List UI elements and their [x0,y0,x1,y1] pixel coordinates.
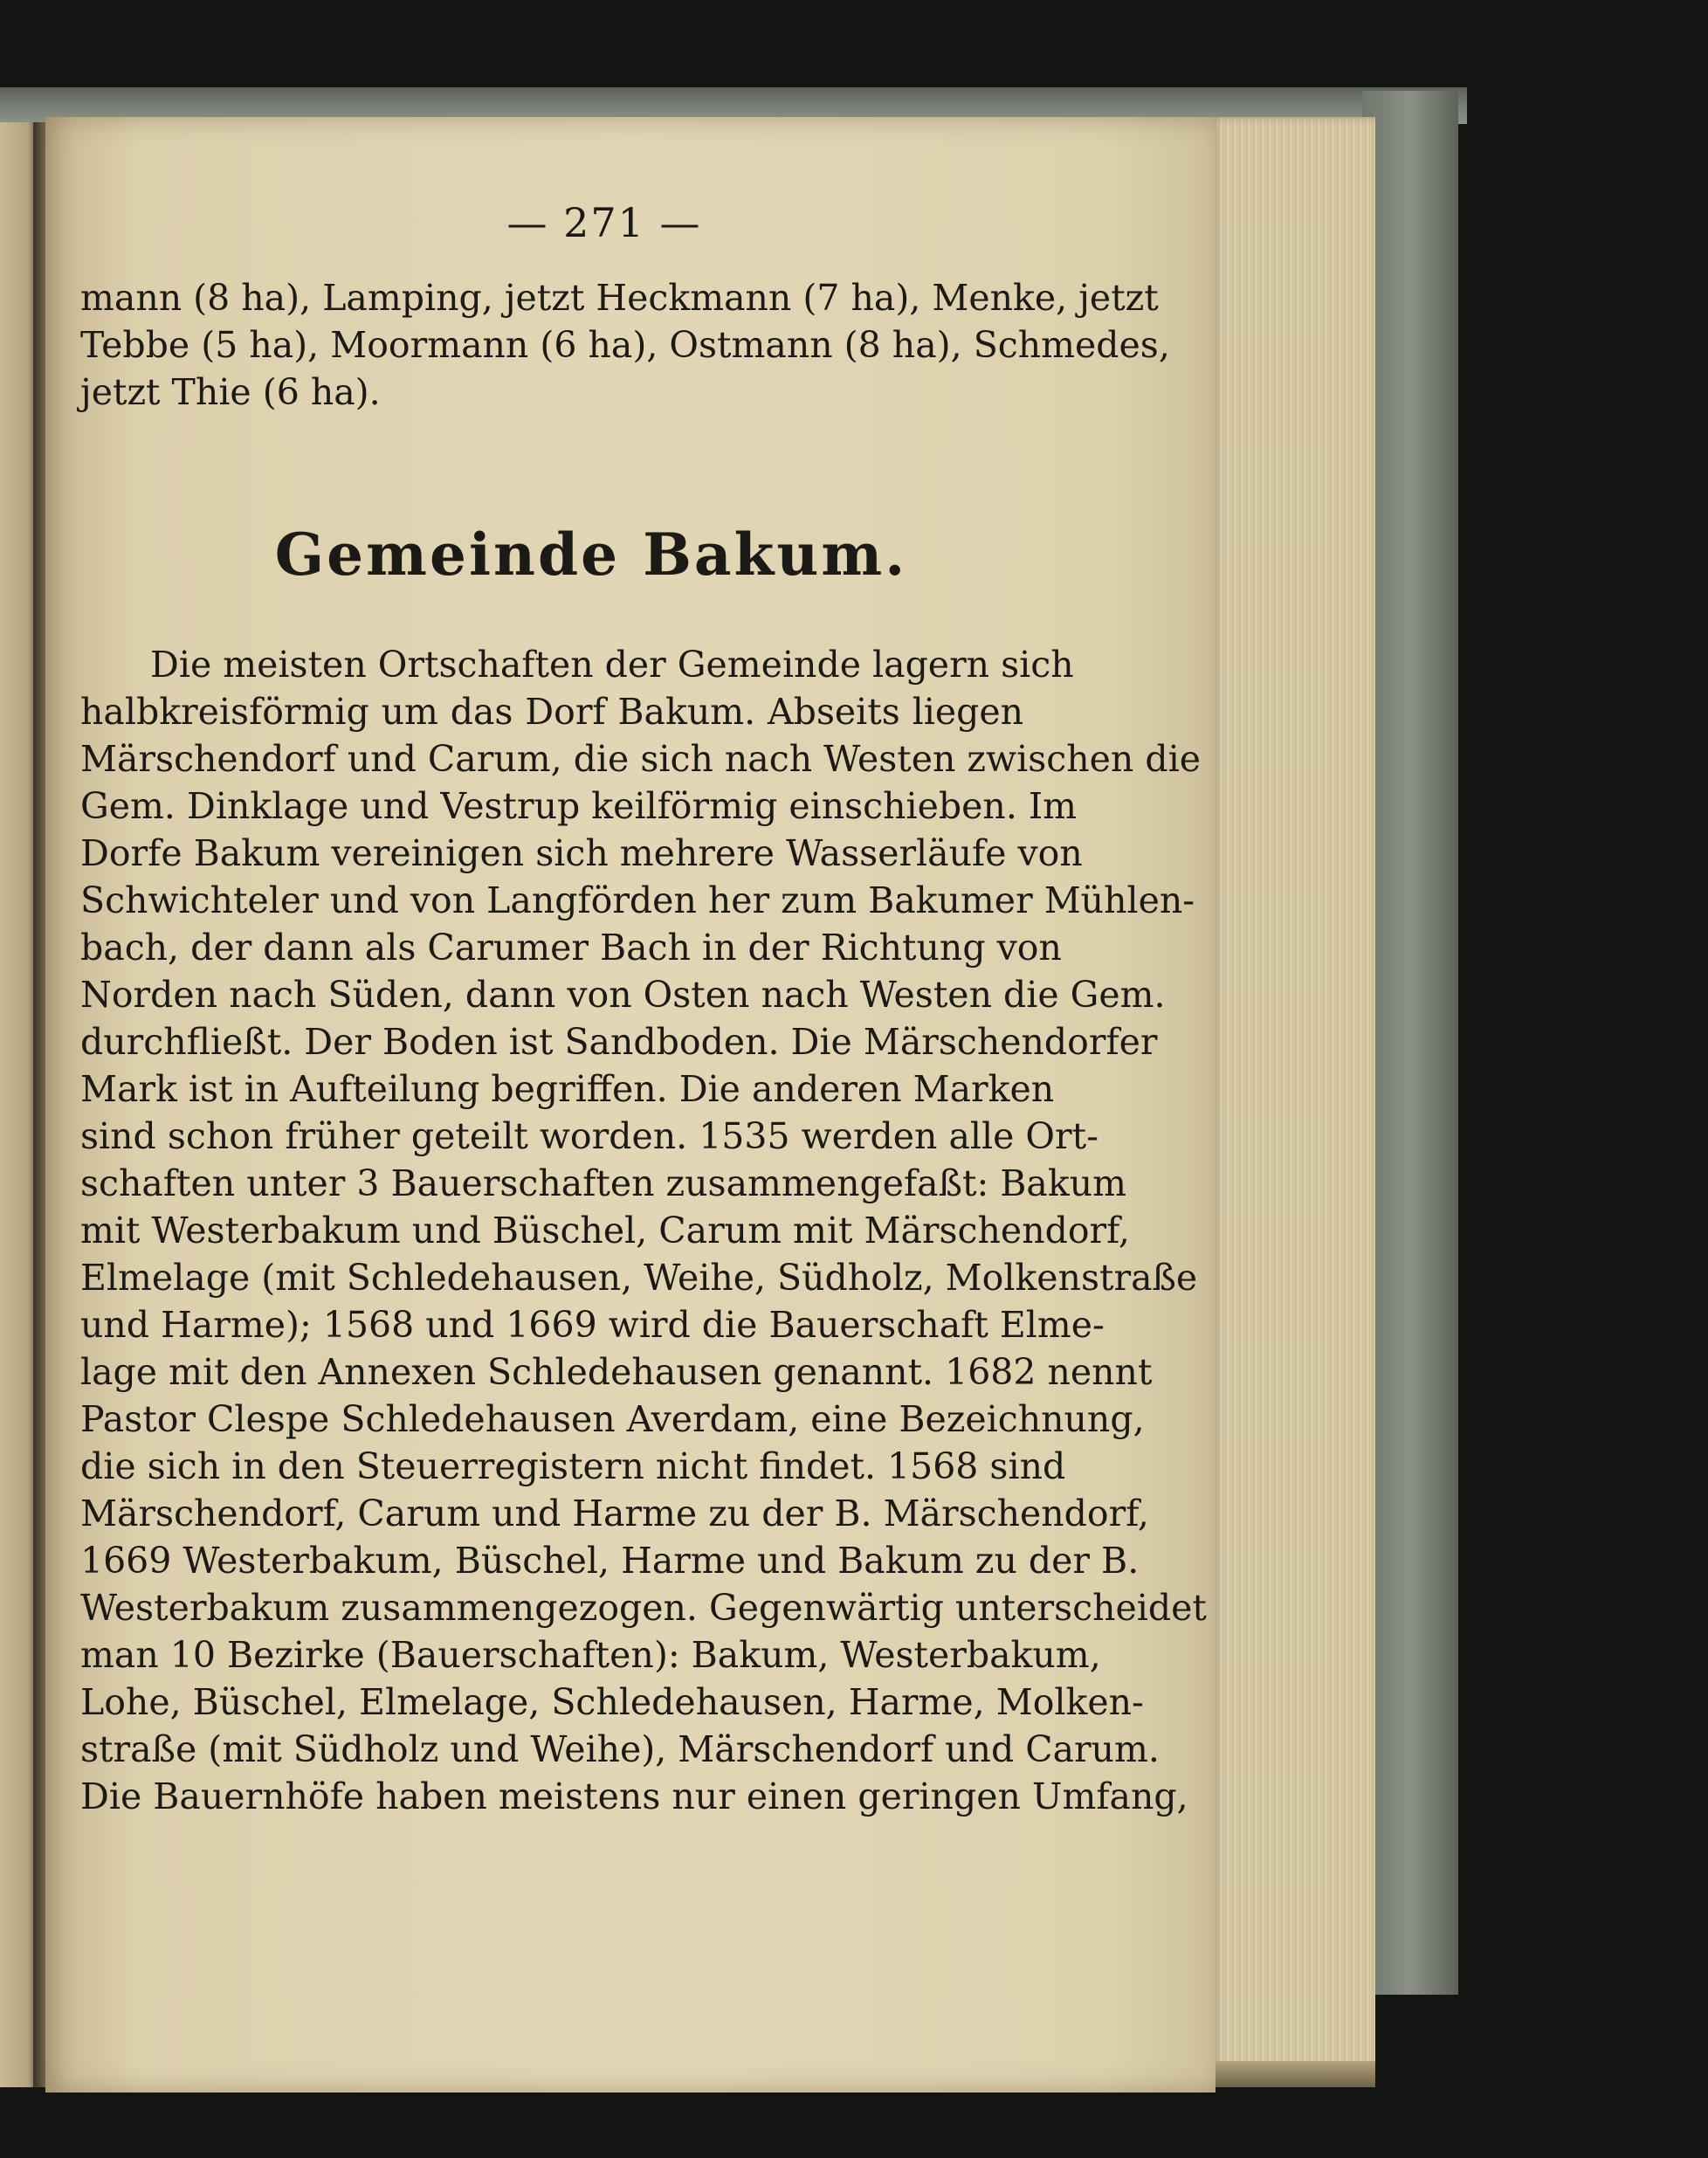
page-edge-stack-bottom [1209,2061,1375,2087]
text-line: man 10 Bezirke (Bauerschaften): Bakum, Westerbakum, [80,1634,1101,1676]
text-line: Mark ist in Aufteilung begriffen. Die anderen Marken [80,1068,1055,1110]
text-line: Pastor Clespe Schledehausen Averdam, eine Bezeichnung, [80,1398,1145,1440]
text-line: lage mit den Annexen Schledehausen genannt. 1682 nennt [80,1351,1153,1393]
text-line: Märschendorf, Carum und Harme zu der B. Märschendorf, [80,1493,1149,1534]
text-line: straße (mit Südholz und Weihe), Märschendorf und Carum. [80,1728,1160,1770]
text-line: durchfließt. Der Boden ist Sandboden. Die Märschendorfer [80,1021,1158,1063]
opening-lines [80,274,1170,416]
page-text [80,175,1207,1820]
text-line: Tebbe (5 ha), Moormann (6 ha), Ostmann (8 ha), Schmedes, [80,324,1170,366]
text-line: halbkreisförmig um das Dorf Bakum. Abseits liegen [80,691,1023,733]
text-line: bach, der dann als Carumer Bach in der Richtung von [80,927,1062,969]
text-line: schaften unter 3 Bauerschaften zusammengefaßt: Bakum [80,1162,1127,1204]
text-line: Dorfe Bakum vereinigen sich mehrere Wasserläufe von [80,832,1083,874]
previous-page-sliver [0,122,35,2087]
text-line: und Harme); 1568 und 1669 wird die Bauerschaft Elme- [80,1304,1105,1346]
text-line: sind schon früher geteilt worden. 1535 werden alle Ort- [80,1115,1098,1157]
text-line: Märschendorf und Carum, die sich nach Westen zwischen die [80,738,1201,780]
page-edge-stack [1209,117,1375,2073]
text-line: mann (8 ha), Lamping, jetzt Heckmann (7 ha), Menke, jetzt [80,277,1159,319]
text-line: die sich in den Steuerregistern nicht findet. 1568 sind [80,1445,1066,1487]
text-line: mit Westerbakum und Büschel, Carum mit Märschendorf, [80,1210,1130,1251]
text-line: Norden nach Süden, dann von Osten nach Westen die Gem. [80,974,1166,1016]
text-line: Die meisten Ortschaften der Gemeinde lagern sich [150,644,1074,686]
text-line: Gem. Dinklage und Vestrup keilförmig einschieben. Im [80,785,1077,827]
page-number: — 271 — [506,199,702,246]
text-line: Schwichteler und von Langförden her zum Bakumer Mühlen- [80,879,1195,921]
section-heading: Gemeinde Bakum. [274,521,908,589]
book-cover-right-edge [1362,91,1458,1995]
text-line: Die Bauernhöfe haben meistens nur einen geringen Umfang, [80,1775,1188,1817]
text-line: Westerbakum zusammengezogen. Gegenwärtig unterscheidet [80,1587,1207,1629]
text-line: Lohe, Büschel, Elmelage, Schledehausen, Harme, Molken- [80,1681,1144,1723]
text-line: 1669 Westerbakum, Büschel, Harme und Bakum zu der B. [80,1540,1140,1582]
text-line: jetzt Thie (6 ha). [80,371,381,413]
text-line: Elmelage (mit Schledehausen, Weihe, Südholz, Molkenstraße [80,1257,1198,1299]
paragraph [80,641,1207,1820]
